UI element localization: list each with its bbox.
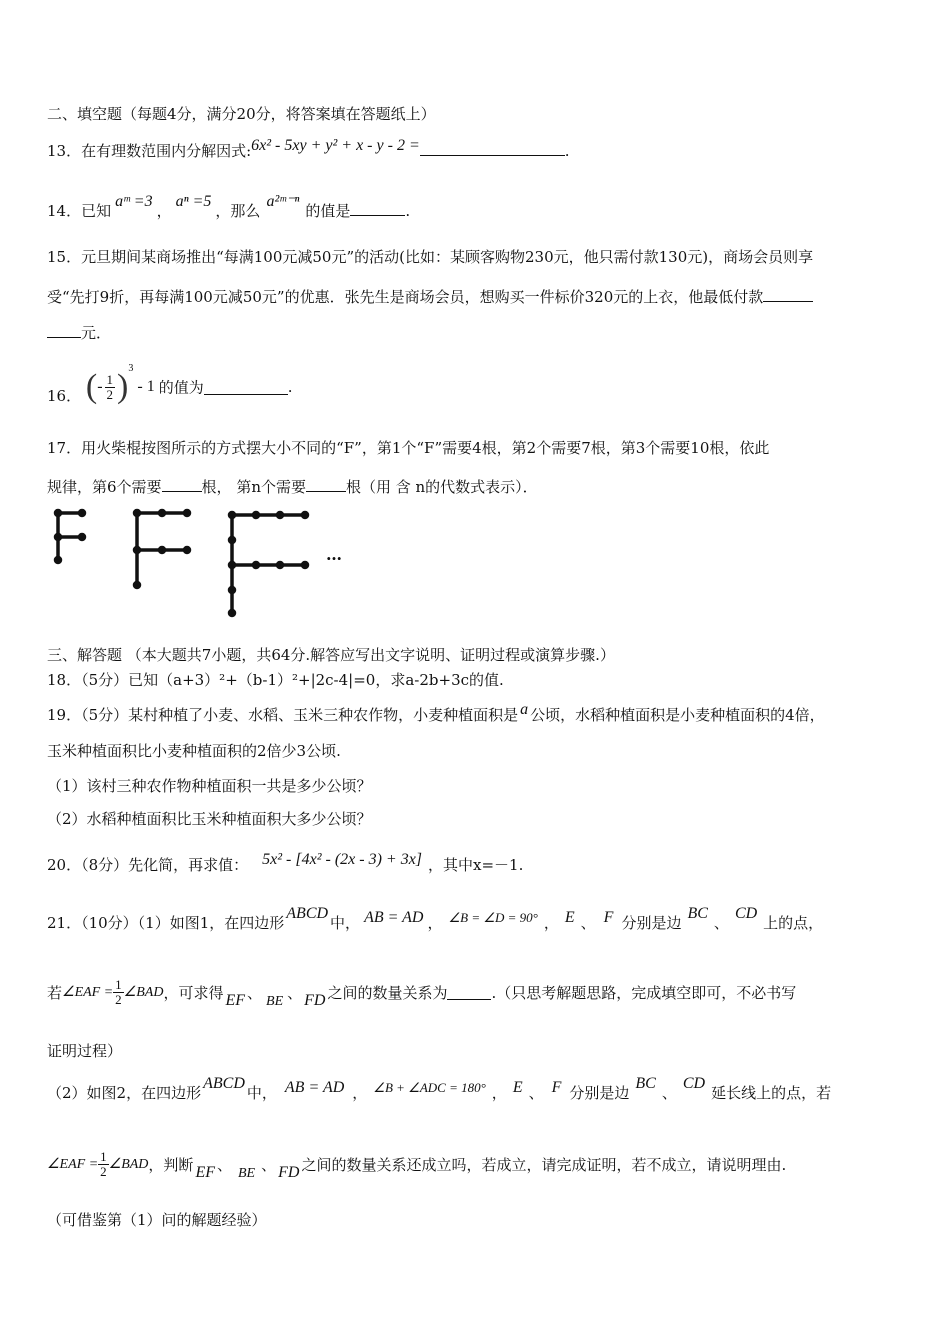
q19-var-a: a (520, 701, 529, 718)
q16-minus: - (97, 378, 103, 395)
q21-p2-F: F (551, 1079, 562, 1096)
q16-exponent: 3 (128, 363, 134, 374)
q16-fraction (105, 373, 116, 402)
q21-p2e: 之间的数量关系还成立吗，若成立，请完成证明，若不成立，请说明理由. (301, 1156, 787, 1174)
q13-answer-blank[interactable] (420, 141, 565, 156)
q17-answer-blank-6th[interactable] (162, 477, 202, 492)
q21-line-1c: 上的点， (763, 914, 824, 932)
q15-answer-blank-b[interactable] (47, 323, 81, 338)
q14-comma: ， (156, 202, 172, 220)
q19-line-1b: 公顷，水稻种植面积是小麦种植面积的4倍， (530, 706, 825, 724)
matchstick-f-1 (56, 511, 85, 563)
q21-part-2-line-1 (47, 1075, 832, 1103)
q15-line-2-text: 受“先打9折，再每满100元减50元”的优惠．张先生是商场会员，想购买一件标价320元的上衣，他最低付款 (47, 288, 764, 306)
question-13 (47, 137, 570, 161)
q21-sep-3: 、 (247, 984, 263, 1002)
q14-a-power-n: aⁿ =5 (175, 193, 212, 210)
q21-p2-angles: ∠B + ∠ADC = 180° (373, 1080, 486, 1095)
q21-p2-BE: BE (238, 1165, 256, 1181)
q17-answer-blank-nth[interactable] (306, 477, 346, 492)
q21-sep-2: 、 (713, 914, 729, 932)
q17-line-2a: 规律，第6个需要 (47, 478, 162, 496)
q14-tail: 的值是 (305, 202, 351, 220)
q21-part-2-line-3: （可借鉴第（1）问的解题经验） (47, 1211, 267, 1229)
matchstick-ellipsis: … (326, 545, 342, 564)
q21-line-1b: 分别是边 (621, 914, 682, 932)
q13-period: . (564, 142, 570, 160)
q21-p2-half-num: 1 (100, 1149, 107, 1164)
q21-comma-1: ， (427, 914, 443, 932)
q21-line-1 (47, 905, 824, 933)
q21-AB-AD: AB = AD (364, 909, 424, 926)
q21-p2-ABCD: ABCD (203, 1075, 245, 1092)
question-18: 18．（5分）已知（a+3）²+（b-1）²+|2c-4|=0，求a-2b+3c的值. (47, 671, 504, 689)
section-3-title: 三、解答题 （本大题共7小题，共64分.解答应写出文字说明、证明过程或演算步骤.） (47, 646, 615, 664)
q21-p2-comma-1: ， (352, 1084, 368, 1102)
q21-p2-sep-4: 、 (261, 1156, 277, 1174)
q17-line-2c: 根（用 含 n的代数式表示）． (345, 478, 538, 496)
q16-label: 16． (47, 387, 82, 405)
q21-p2d: ，判断 (148, 1156, 194, 1174)
q19-line-1a: 19．（5分）某村种植了小麦、水稻、玉米三种农作物，小麦种植面积是 (47, 706, 519, 724)
q21-p2-bad: ∠BAD (108, 1157, 149, 1172)
q14-then: ，那么 (215, 202, 261, 220)
q16-period: . (287, 378, 293, 396)
q21-line-2b: ，可求得 (163, 984, 224, 1002)
q21-comma-2: ， (543, 914, 559, 932)
q21-F: F (603, 909, 614, 926)
q14-a-power-m: aᵐ =3 (115, 193, 153, 210)
q16-left-paren: ( (85, 368, 98, 405)
q21-line-2d: .（只思考解题思路，完成填空即可，不必书写 (491, 984, 797, 1002)
q21-BC: BC (687, 905, 708, 922)
question-20 (47, 851, 524, 875)
q16-tail: 的值为 (158, 378, 204, 397)
q21-EF: EF (225, 991, 245, 1009)
q21-part-2-line-2 (47, 1150, 786, 1179)
q14-a-power-2m-n: a²ᵐ⁻ⁿ (266, 193, 300, 210)
q21-p2b: 分别是边 (569, 1084, 630, 1102)
q21-bad: ∠BAD (123, 985, 164, 1000)
q15-line-3 (47, 322, 111, 343)
q21-half-den: 2 (115, 992, 122, 1007)
section-2-title: 二、填空题（每题4分，满分20分，将答案填在答题纸上） (47, 105, 436, 123)
q14-answer-blank[interactable] (350, 201, 405, 216)
q21-p2-CD: CD (682, 1075, 706, 1092)
q21-ABCD: ABCD (286, 905, 329, 922)
question-14 (47, 193, 411, 221)
q21-E: E (564, 909, 575, 926)
q21-p2-half-den: 2 (100, 1164, 107, 1179)
q21-p2-EF: EF (195, 1163, 215, 1181)
q21-p2a: （2）如图2，在四边形 (47, 1084, 202, 1102)
q17-line-2b: 根， 第n个需要 (201, 478, 306, 496)
q21-p2-half (98, 1150, 109, 1179)
q21-p2-AB-AD: AB = AD (284, 1079, 345, 1096)
q14-period: . (405, 202, 411, 220)
matchstick-f-2 (135, 511, 190, 588)
q21-half (113, 978, 124, 1007)
q21-eaf: ∠EAF = (62, 985, 114, 1000)
q21-sep-4: 、 (287, 984, 303, 1002)
q19-line-2: 玉米种植面积比小麦种植面积的2倍少3公顷. (47, 742, 341, 760)
q21-p2-sep-3: 、 (216, 1156, 232, 1174)
q17-line-1: 17．用火柴棍按图所示的方式摆大小不同的“F”，第1个“F”需要4根，第2个需要7根，第3个需要10根，依此 (47, 439, 770, 457)
q20-label: 20．（8分）先化简，再求值： (47, 856, 249, 874)
q21-BE: BE (266, 993, 284, 1009)
question-16 (47, 363, 293, 406)
q21-p2-E: E (512, 1079, 523, 1096)
q21-p2-sep-1: 、 (528, 1084, 544, 1102)
q14-label: 14．已知 (47, 202, 112, 220)
q21-if: 若 (47, 984, 63, 1002)
q21-p2-eaf: ∠EAF = (47, 1157, 99, 1172)
q20-tail: ，其中x=－1. (428, 856, 524, 874)
q16-right-paren: ) (117, 368, 129, 405)
q16-answer-blank[interactable] (204, 380, 288, 395)
matchstick-f-figure (40, 505, 360, 620)
q19-line-1 (47, 701, 825, 725)
q21-half-num: 1 (115, 977, 122, 992)
q16-fraction-denominator: 2 (106, 386, 114, 402)
q21-p2-comma-2: ， (491, 1084, 507, 1102)
q19-sub-2: （2）水稻种植面积比玉米种植面积大多少公顷？ (47, 810, 372, 828)
q21-line-2c: 之间的数量关系为 (327, 984, 448, 1002)
q15-line-2 (47, 286, 813, 307)
q15-unit: 元． (81, 324, 112, 342)
q21-angles: ∠B = ∠D = 90° (448, 910, 538, 925)
q21-line-1a: 21．（10分）（1）如图1，在四边形 (47, 914, 285, 932)
q19-sub-1: （1）该村三种农作物种植面积一共是多少公顷？ (47, 777, 372, 795)
q13-label: 13．在有理数范围内分解因式: (47, 142, 252, 160)
q21-p2-mid: 中， (246, 1084, 277, 1102)
q21-line-3: 证明过程） (47, 1042, 123, 1060)
q15-line-1: 15．元旦期间某商场推出“每满100元减50元”的活动(比如：某顾客购物230元，他只需付款130元)，商场会员则享 (47, 248, 814, 266)
q21-p2c: 延长线上的点，若 (711, 1084, 832, 1102)
q21-CD: CD (734, 905, 758, 922)
q21-mid: 中， (330, 914, 361, 932)
q21-FD: FD (304, 991, 326, 1009)
q21-p2-FD: FD (278, 1163, 300, 1181)
q13-expression: 6x² - 5xy + y² + x - y - 2 = (251, 137, 420, 154)
q20-expression: 5x² - [4x² - (2x - 3) + 3x] (262, 851, 423, 868)
q21-line-2 (47, 978, 796, 1007)
q21-p2-sep-2: 、 (661, 1084, 677, 1102)
q16-fraction-numerator: 1 (106, 371, 114, 387)
matchstick-f-3 (230, 513, 308, 616)
q15-answer-blank-a[interactable] (763, 287, 813, 302)
q21-answer-blank[interactable] (447, 985, 491, 1000)
q21-sep-1: 、 (580, 914, 596, 932)
q21-p2-BC: BC (635, 1075, 656, 1092)
q17-line-2 (47, 476, 538, 497)
q16-minus-one: - 1 (137, 378, 155, 395)
